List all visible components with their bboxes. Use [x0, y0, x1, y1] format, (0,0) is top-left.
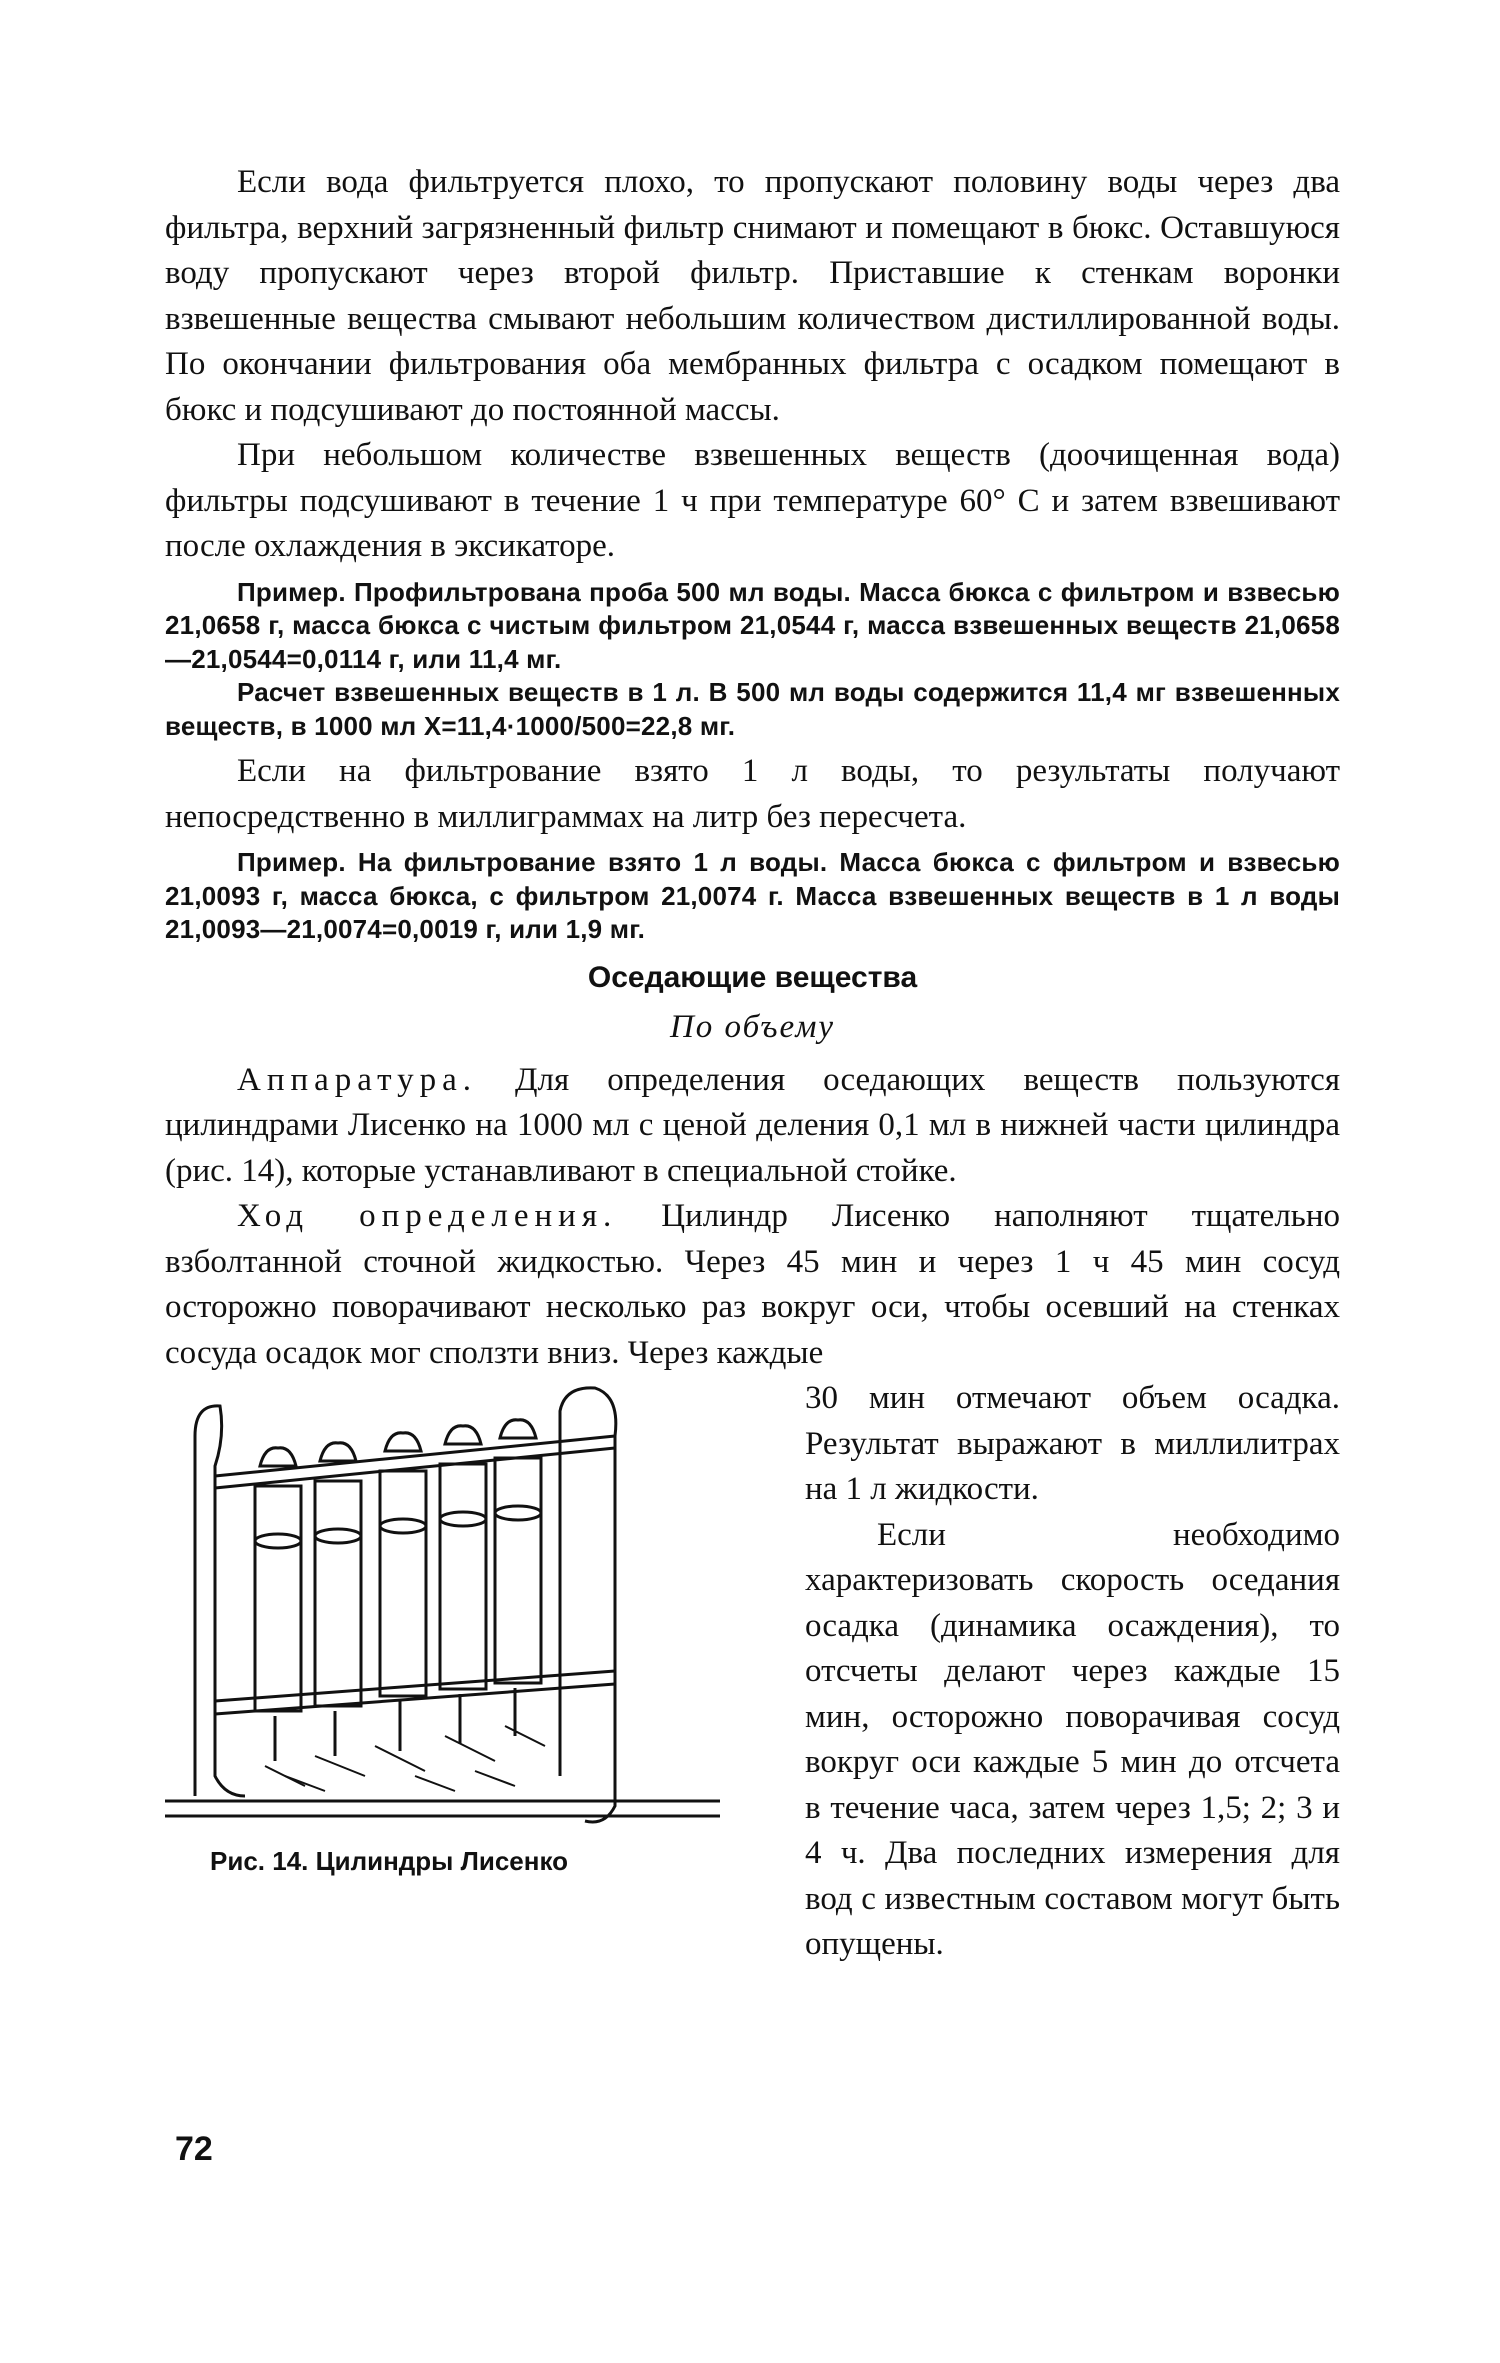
procedure-continuation: 30 мин отмечают объем осадка. Результат выражают в миллилитрах на 1 л жидкости. — [805, 1380, 1340, 1507]
page-content — [165, 160, 1340, 1968]
example-1-label: Пример. — [237, 576, 346, 607]
apparatus-text: Для определения оседающих веществ пользуются цилиндрами Лисенко на 1000 мл с ценой деления 0,1 мл в нижней части цилиндра (рис. 14), которые устанавливают в специальной стойке. — [165, 1061, 1340, 1189]
paragraph-one-liter: Если на фильтрование взято 1 л воды, то результаты получают непосредственно в миллиграммах на литр без пересчета. — [165, 753, 1340, 835]
paragraph-dynamics: Если необходимо характеризовать скорость оседания осадка (динамика осаждения), то отсчеты делают через каждые 15 мин, осторожно поворачивая сосуд вокруг оси каждые 5 мин до отсчета в течение часа, затем через 1,5; 2; 3 и 4 ч. Два последних измерения для вод с известным составом могут быть опущены. — [805, 1516, 1340, 1962]
example-1 — [165, 576, 1340, 677]
figure-wrap — [165, 1376, 1340, 1968]
paragraph-filtering-poor: Если вода фильтруется плохо, то пропускают половину воды через два фильтра, верхний загрязненный фильтр снимают и помещают в бюкс. Оставшуюся воду пропускают через второй фильтр. Приставшие к стенкам воронки взвешенные вещества смывают небольшим количеством дистиллированной воды. По окончании фильтрования оба мембранных фильтра с осадком помещают в бюкс и подсушивают до постоянной массы. — [165, 164, 1340, 428]
procedure-label: Ход определения. — [237, 1198, 618, 1234]
figure-caption: Рис. 14. Цилиндры Лисенко — [210, 1846, 568, 1876]
paragraph-procedure — [165, 1194, 1340, 1376]
example-2-label: Пример. — [237, 847, 346, 877]
paragraph-apparatus — [165, 1058, 1340, 1195]
page-number: 72 — [175, 2130, 213, 2168]
subsection-heading: По объему — [669, 1008, 836, 1045]
apparatus-label: Аппаратура. — [237, 1061, 477, 1098]
figure-lysenko-cylinders — [165, 1376, 735, 1876]
wrapped-column — [805, 1376, 1340, 1968]
procedure-text: Цилиндр Лисенко наполняют тщательно взболтанной сточной жидкостью. Через 45 мин и через 1 ч 45 мин сосуд осторожно поворачивают несколько раз вокруг оси, чтобы осевший на стенках сосуда осадок мог сползти вниз. Через каждые — [165, 1198, 1340, 1371]
cylinder-rack-illustration — [165, 1376, 735, 1846]
example-2-text: На фильтрование взято 1 л воды. Масса бюкса с фильтром и взвесью 21,0093 г, масса бюкса, с фильтром 21,0074 г. Масса взвешенных веществ в 1 л воды 21,0093—21,0074=0,0019 г, или 1,9 мг. — [165, 847, 1340, 944]
example-1-text: Профильтрована проба 500 мл воды. Масса бюкса с фильтром и взвесью 21,0658 г, масса бюкса с чистым фильтром 21,0544 г, масса взвешенных веществ 21,0658—21,0544=0,0114 г, или 11,4 мг. — [165, 576, 1340, 674]
example-2 — [165, 846, 1340, 947]
paragraph-small-amount: При небольшом количестве взвешенных веществ (доочищенная вода) фильтры подсушивают в течение 1 ч при температуре 60° С и затем взвешивают после охлаждения в эксикаторе. — [165, 437, 1340, 564]
calculation: Расчет взвешенных веществ в 1 л. В 500 мл воды содержится 11,4 мг взвешенных веществ, в 1000 мл X=11,4·1000/500=22,8 мг. — [165, 677, 1340, 741]
section-heading: Оседающие вещества — [587, 960, 918, 994]
